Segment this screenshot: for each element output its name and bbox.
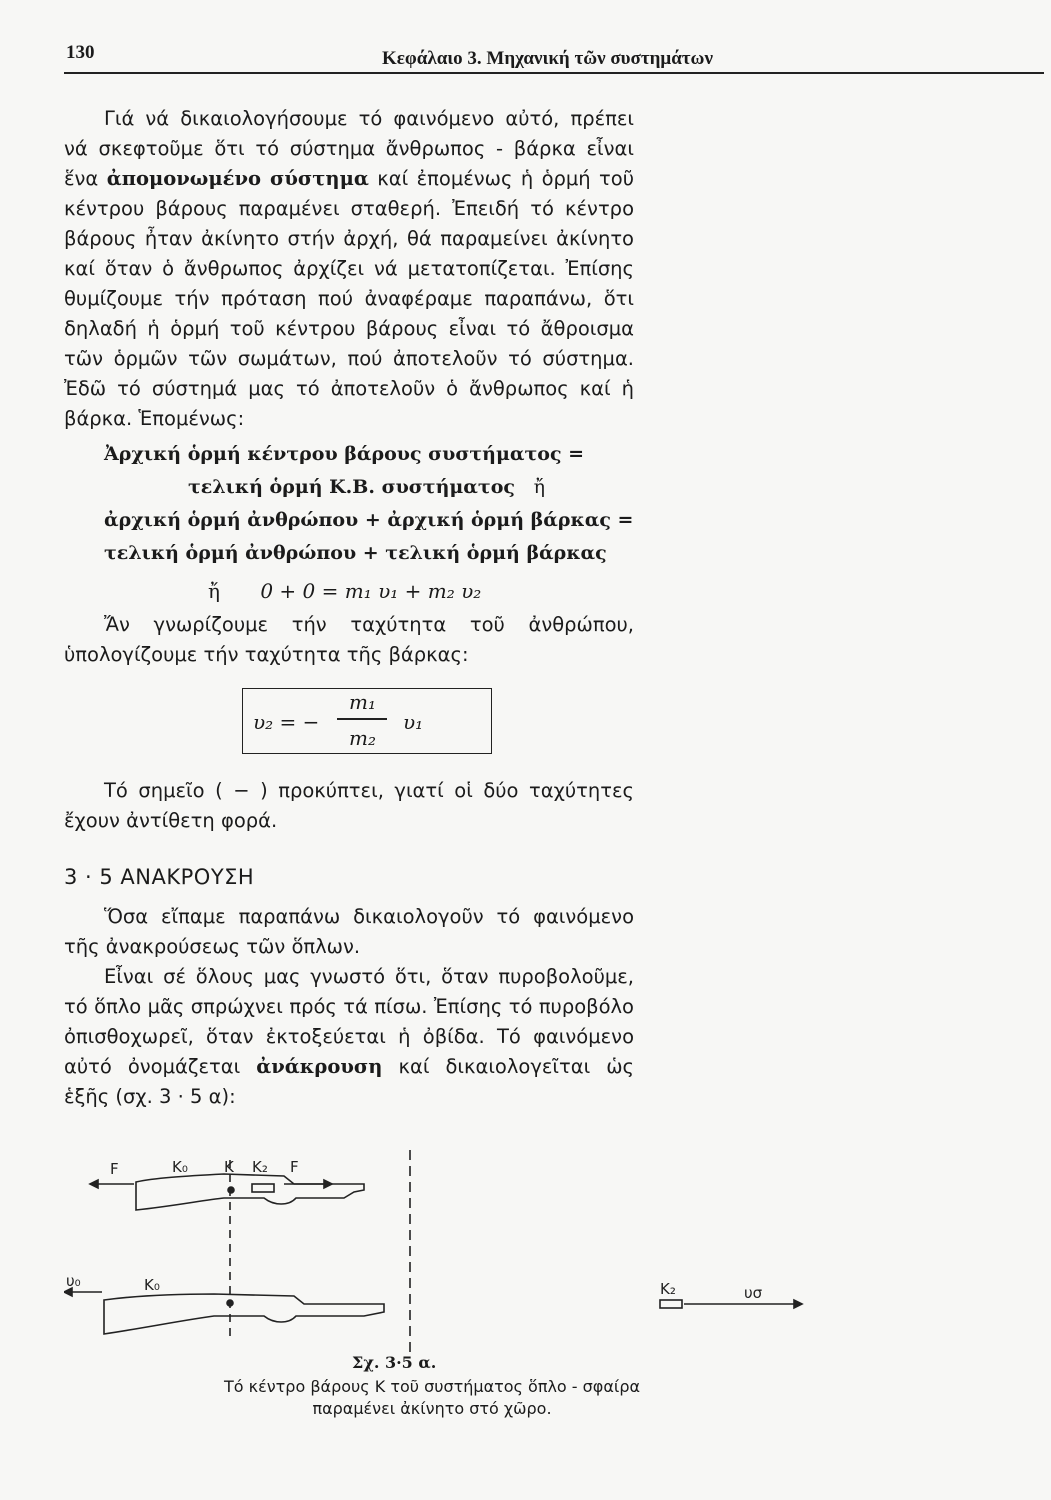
momentum-equations: [64, 438, 634, 570]
paragraph-5: Εἶναι σέ ὅλους μας γνωστό ὅτι, ὅταν πυροβολοῦμε, τό ὅπλο μᾶς σπρώχνει πρός τά πίσω. Ἐπίσης τό πυροβόλο ὀπισθοχωρεῖ, ὅταν ἐκτοξεύεται ἡ ὀβίδα. Τό φαινόμενο αὐτό ὀνομάζεται ἀνάκρουση καί δικαιολογεῖται ὡς ἑξῆς (σχ. 3 · 5 α):: [64, 965, 634, 1108]
label-K2-top: K₂: [252, 1158, 268, 1176]
bullet-bottom: [660, 1300, 682, 1308]
momentum-formula: ἤ 0 + 0 = m₁ υ₁ + m₂ υ₂: [208, 579, 482, 603]
page-number: 130: [66, 42, 95, 63]
eq-line-3: ἀρχική ὁρμή ἀνθρώπου + ἀρχική ὁρμή βάρκας =: [104, 509, 634, 531]
eq-line-1: Ἀρχική ὁρμή κέντρου βάρους συστήματος =: [104, 443, 585, 465]
paragraph-3: Τό σημεῖο ( − ) προκύπτει, γιατί οἱ δύο ταχύτητες ἔχουν ἀντίθετη φορά.: [64, 779, 634, 832]
eq-line-4: τελική ὁρμή ἀνθρώπου + τελική ὁρμή βάρκας: [104, 542, 607, 564]
isolated-system-term: ἀπομονωμένο σύστημα: [106, 167, 369, 190]
label-v0: υ₀: [66, 1272, 81, 1290]
paragraph-2: Ἄν γνωρίζουμε τήν ταχύτητα τοῦ ἀνθρώπου, ὑπολογίζουμε τήν ταχύτητα τῆς βάρκας:: [64, 613, 634, 666]
boxed-formula: υ₂ = − m₁ m₂ υ₁: [242, 688, 492, 754]
page-header: [64, 42, 1044, 76]
paragraph-1: Γιά νά δικαιολογήσουμε τό φαινόμενο αὐτό, πρέπει νά σκεφτοῦμε ὅτι τό σύστημα ἄνθρωπος - βάρκα εἶναι ἕνα ἀπομονωμένο σύστημα καί ἐπομένως ἡ ὁρμή τοῦ κέντρου βάρους παραμένει σταθερή. Ἐπειδή τό κέντρο βάρους ἦταν ἀκίνητο στήν ἀρχή, θά παραμείνει ἀκίνητο καί ὅταν ὁ ἄνθρωπος ἀρχίζει νά μετατοπίζεται. Ἐπίσης θυμίζουμε τήν πρόταση πού ἀναφέραμε παραπάνω, ὅτι δηλαδή ἡ ὁρμή τοῦ κέντρου βάρους εἶναι τό ἄθροισμα τῶν ὁρμῶν τῶν σωμάτων, πού ἀποτελοῦν τό σύστημα. Ἐδῶ τό σύστημά μας τό ἀποτελοῦν ὁ ἄνθρωπος καί ἡ βάρκα. Ἑπομένως:: [64, 107, 635, 430]
label-K0-bottom: K₀: [144, 1276, 160, 1294]
rifle-top: [136, 1174, 364, 1210]
eq-line-2: τελική ὁρμή Κ.Β. συστήματος ἤ: [188, 476, 545, 498]
paragraph-4: Ὅσα εἴπαμε παραπάνω δικαιολογοῦν τό φαινόμενο τῆς ἀνακρούσεως τῶν ὅπλων.: [64, 905, 634, 958]
label-K0-top: K₀: [172, 1158, 188, 1176]
main-column: [64, 104, 634, 1112]
label-vs: υσ: [744, 1284, 763, 1302]
label-K-top: K: [224, 1158, 234, 1176]
header-rule: [64, 72, 1044, 74]
label-F-right: F: [290, 1158, 299, 1176]
figure-caption: Τό κέντρο βάρους Κ τοῦ συστήματος ὅπλο - σφαίρα παραμένει ἀκίνητο στό χῶρο.: [223, 1377, 641, 1418]
recoil-term: ἀνάκρουση: [256, 1055, 383, 1078]
label-F-left: F: [110, 1160, 119, 1178]
rifle-bottom: [104, 1294, 384, 1334]
cm-dot-top: [228, 1187, 234, 1193]
figure-number: Σχ. 3·5 α.: [352, 1353, 437, 1372]
fraction-bar: [337, 718, 387, 720]
recoil-figure: [64, 1110, 824, 1410]
running-title: Κεφάλαιο 3. Μηχανική τῶν συστημάτων: [382, 48, 713, 69]
bullet-top: [252, 1184, 274, 1192]
label-K2-bottom: K₂: [660, 1280, 676, 1298]
section-title: 3 · 5 ΑΝΑΚΡΟΥΣΗ: [64, 865, 255, 889]
